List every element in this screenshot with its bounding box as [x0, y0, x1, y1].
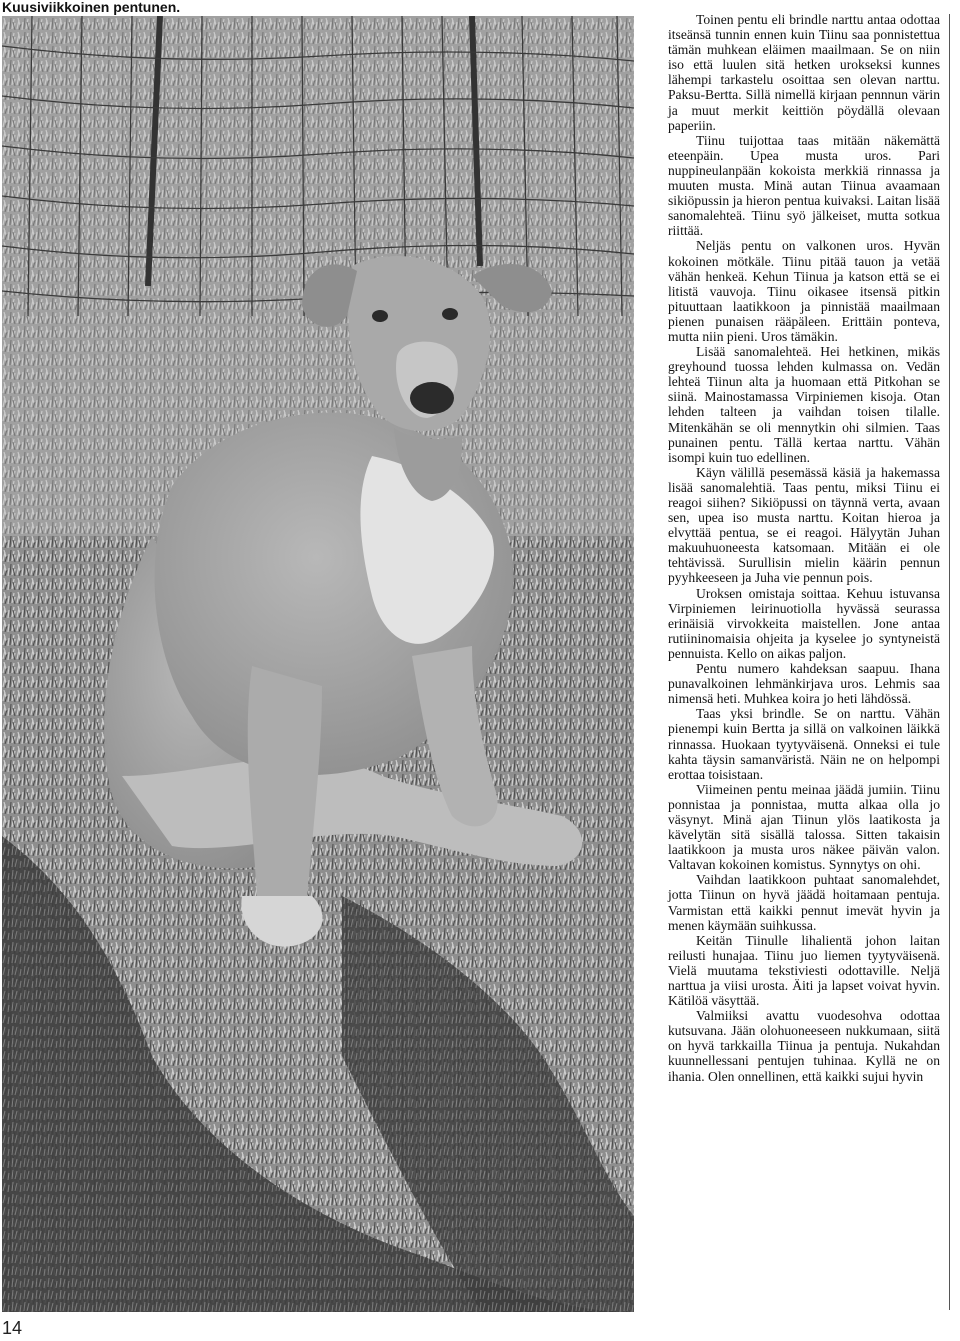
page-number: 14	[2, 1318, 23, 1338]
paragraph: Uroksen omistaja soittaa. Kehuu istuvansa Virpiniemen leirinuotiolla hyvässä seurassa erinäisiä virvokkeita maistellen. Jone antaa rutiininomaisia ohjeita ja kyselee jo syntyneistä pennuista. Kello on aikas paljon.	[668, 585, 940, 661]
paragraph: Taas yksi brindle. Se on narttu. Vähän pienempi kuin Bertta ja sillä on valkoinen läikkä rinnassa. Huokaan tyytyväisenä. Onneksi ei tule kahta täysin samanväristä. Näin ne on helpompi erottaa toisistaan.	[668, 706, 940, 782]
paragraph: Pentu numero kahdeksan saapuu. Ihana punavalkoinen lehmänkirjava uros. Lehmis saa nimensä heti. Muhkea koira jo heti lähdössä.	[668, 661, 940, 707]
paragraph: Valmiiksi avattu vuodesohva odottaa kutsuvana. Jään olohuoneeseen nukkumaan, siitä on hyvä tarkkailla Tiinua ja pentuja. Nukahdan kuunnellessani pentujen tuhinaa. Kyllä ne on ihania. Olen onnellinen, että kaikki sujui hyvin	[668, 1008, 940, 1084]
paragraph: Lisää sanomalehteä. Hei hetkinen, mikäs greyhound tuossa lehden kulmassa on. Vedän lehteä Tiinun alta ja huomaan että Pitkohan se siinä. Mainostamassa Virpiniemen kisoja. Otan lehden talteen ja vaihdan toisen tilalle. Mitenkähän se oli mennytkin ohi silmien. Taas punainen pentu. Tällä kertaa narttu. Vähän isompi kuin tuo edellinen.	[668, 344, 940, 465]
paragraph: Neljäs pentu on valkonen uros. Hyvän kokoinen mötkäle. Tiinu pitää tauon ja vetää vähän henkeä. Kehun Tiinua ja katson että se ei litistä vauvoja. Tiinu oikasee itsensä pitkin pituuttaan laatikkoon ja pinnistää maailmaan pienen punaisen rääpäleen. Erittäin ponteva, mutta niin pieni. Uros tämäkin.	[668, 238, 940, 344]
column-rule	[949, 14, 950, 1310]
paragraph: Vaihdan laatikkoon puhtaat sanomalehdet, jotta Tiinun on hyvä jäädä hoitamaan pentuja. Varmistan että kaikki pennut imevät hyvin ja menen käymään suihkussa.	[668, 872, 940, 933]
puppy-photo-illustration	[2, 16, 634, 1312]
paragraph: Keitän Tiinulle lihalientä johon laitan reilusti hunajaa. Tiinu juo liemen tyytyväisenä. Vielä muutama tekstiviesti odottaville. Neljä narttua ja viisi urosta. Äiti ja lapset voivat hyvin. Kätilöä väsyttää.	[668, 932, 940, 1009]
paragraph: Viimeinen pentu meinaa jäädä jumiin. Tiinu ponnistaa ja ponnistaa, mutta alkaa olla jo väsynyt. Minä ajan Tiinun ylös laatikosta ja kävelytän sitä sisällä talossa. Sitten takaisin laatikkoon ja musta uros näkee päivän valon. Valtavan kokoinen komistus. Synnytys on ohi.	[668, 781, 940, 873]
puppy-photo	[2, 16, 634, 1312]
paragraph: Käyn välillä pesemässä käsiä ja hakemassa lisää sanomalehtiä. Taas pentu, miksi Tiinu ei reagoi siihen? Sikiöpussi on täynnä verta, avaan sen, upea iso musta narttu. Koitan hieroa ja elvyttää pentua, se ei reagoi. Hälyytän Juhan makuuhuoneesta katsomaan. Mitään ei ole tehtävissä. Surullisin mielin käärin pennun pyyhkeeseen ja Juha vie pennun pois.	[668, 464, 940, 586]
paragraph: Tiinu tuijottaa taas mitään näkemättä eteenpäin. Upea musta uros. Pari nuppineulanpään kokoista merkkiä rinnassa ja muuten musta. Minä autan Tiinua avaamaan sikiöpussin ja hieron pentua kuivaksi. Laitan lisää sanomalehteä. Tiinu syö jälkeiset, mutta sotkua riittää.	[668, 132, 940, 239]
paragraph: Toinen pentu eli brindle narttu antaa odottaa itseänsä tunnin ennen kuin Tiinu saa ponnistettua tämän muhkean eläimen maailmaan. Se on niin iso että luulen sitä hetken urokseksi kunnes lähempi tarkastelu osoittaa sen olevan narttu. Paksu-Bertta. Sillä nimellä kirjaan pennnun värin ja muut merkit keittiön pöydällä olevaan paperiin.	[668, 12, 940, 133]
article-text	[668, 12, 940, 1084]
photo-caption: Kuusiviikkoinen pentunen.	[2, 0, 181, 15]
